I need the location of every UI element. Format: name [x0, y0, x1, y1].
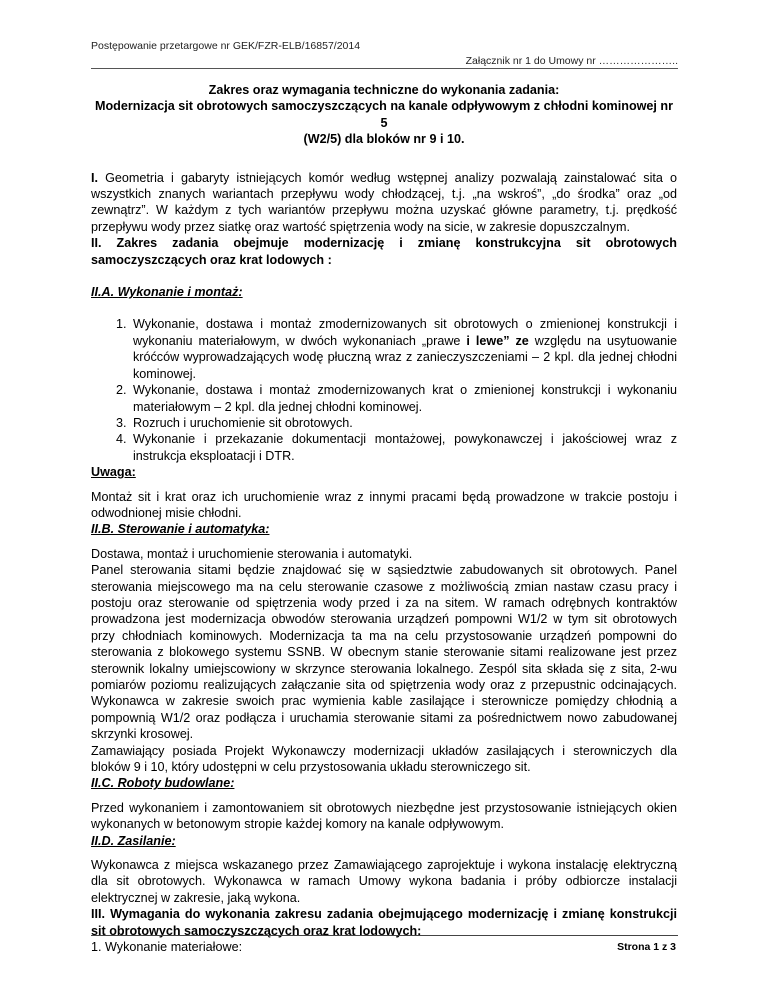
title-line-2: Modernizacja sit obrotowych samoczyszczących na kanale odpływowym z chłodni kominowej nr 5: [94, 99, 674, 130]
section-iia-list: [91, 316, 677, 464]
section-iib-p3: Zamawiający posiada Projekt Wykonawczy modernizacji układów zasilających i sterowniczych dla bloków 9 i 10, który udostępni w celu przystosowania układu sterowniczego sit.: [91, 743, 677, 775]
page-number: Strona 1 z 3: [617, 941, 676, 953]
section-ii-heading: II. Zakres zadania obejmuje modernizację i zmianę konstrukcyjna sit obrotowych samoczyszczących oraz krat lodowych :: [91, 236, 677, 267]
list-item: 3. Rozruch i uruchomienie sit obrotowych.: [130, 415, 677, 431]
header-tender-number: Postępowanie przetargowe nr GEK/FZR-ELB/16857/2014: [91, 40, 361, 52]
section-iic-heading: II.C. Roboty budowlane:: [91, 776, 235, 791]
section-iib-p1: Dostawa, montaż i uruchomienie sterowania i automatyki.: [91, 546, 413, 561]
list-item: 1. Wykonanie, dostawa i montaż zmodernizowanych sit obrotowych o zmienionej konstrukcji i wykonaniu materiałowym, w dwóch wykonaniach „prawe i lewe” ze względu na usytuowanie króćców wyprowadzających wodę płuczną wraz z zanieczyszczeniami – 2 kpl. dla jednej chłodni kominowej.: [130, 316, 677, 382]
footer-divider: [91, 935, 678, 936]
note-text: Montaż sit i krat oraz ich uruchomienie wraz z innymi pracami będą prowadzone w trakcie postoju i odwodnionej misie chłodni.: [91, 489, 677, 520]
document-body: [91, 82, 677, 956]
section-iib-p2: Panel sterowania sitami będzie znajdować się w sąsiedztwie zabudowanych sit obrotowych. Panel sterowania miejscowego ma na celu sterowanie czasowe z możliwością zmian nastaw czasu pracy i postoju oraz sterowanie od spiętrzenia wody przed i za na sitem. W ramach odrębnych kontraktów prowadzona jest modernizacja obwodów sterowania urządzeń pompowni W1/2 w tym sit obrotowych przy chłodniach kominowych. Modernizacja ta ma na celu przystosowanie urządzeń pompowni do sterowania z blokowego systemu SSNB. W obecnym stanie sterowanie sitami realizowane jest przez sterownik lokalny umiejscowiony w skrzynce sterowania lokalnego. Zespól sita składa się z sita, 2-wu pomiarów poziomu realizujących załączanie sita od spiętrzenia wody oraz z przepustnic odcinających. Wykonawca w zakresie swoich prac wymienia kable zasilające i sterownicze pomiędzy chłodnią a pompownią W1/2 oraz podłącza i uruchamia sterowanie sitami za pośrednictwem nowo zabudowanej skrzynki krosowej.: [91, 563, 677, 742]
list-item: 4. Wykonanie i przekazanie dokumentacji montażowej, powykonawczej i jakościowej wraz z instrukcja eksploatacji i DTR.: [130, 431, 677, 464]
section-i-paragraph: [91, 170, 677, 236]
section-iii-item-1: 1. Wykonanie materiałowe:: [91, 940, 243, 955]
section-iid-p1: Wykonawca z miejsca wskazanego przez Zamawiającego zaprojektuje i wykona instalację elektryczną dla sit obrotowych. Wykonawca w ramach Umowy wykona badania i próby odbiorcze instalacji elektrycznej w zakresie, jaką wykona.: [91, 858, 677, 905]
header-divider: [91, 68, 678, 69]
header-annex-label: Załącznik nr 1 do Umowy nr …………………..: [465, 55, 678, 67]
note-label: Uwaga:: [91, 465, 136, 480]
title-line-3: (W2/5) dla bloków nr 9 i 10.: [303, 132, 465, 147]
section-i-label: I.: [91, 170, 98, 185]
list-item: 2. Wykonanie, dostawa i montaż zmodernizowanych krat o zmienionej konstrukcji i wykonaniu materiałowym – 2 kpl. dla jednej chłodni kominowej.: [130, 382, 677, 415]
document-title: [91, 82, 677, 148]
title-line-1: Zakres oraz wymagania techniczne do wykonania zadania:: [208, 83, 560, 97]
section-iic-p1: Przed wykonaniem i zamontowaniem sit obrotowych niezbędne jest przystosowanie istniejących okien wykonanych w betonowym stropie każdej komory na kanale odpływowym.: [91, 800, 677, 832]
section-iid-heading: II.D. Zasilanie:: [91, 833, 176, 848]
section-iii-heading: III. Wymagania do wykonania zakresu zadania obejmującego modernizację i zmianę konstrukcji sit obrotowych samoczyszczących oraz krat lodowych:: [91, 907, 677, 938]
section-iia-heading: II.A. Wykonanie i montaż:: [91, 285, 243, 300]
section-i-text: Geometria i gabaryty istniejących komór według wstępnej analizy pozwalają zainstalować sita o wszystkich znanych wariantach przepływu wody chłodzącej, t.j. „na wskroś”, „do środka” oraz „od zewnątrz”. W każdym z tych wariantów przepływu można uzyskać główne parametry, t.j. prędkość przepływu wody przez siatkę oraz wartość spiętrzenia wody na sicie, w zakresie dopuszczalnym.: [91, 170, 677, 234]
section-iib-heading: II.B. Sterowanie i automatyka:: [91, 522, 270, 537]
